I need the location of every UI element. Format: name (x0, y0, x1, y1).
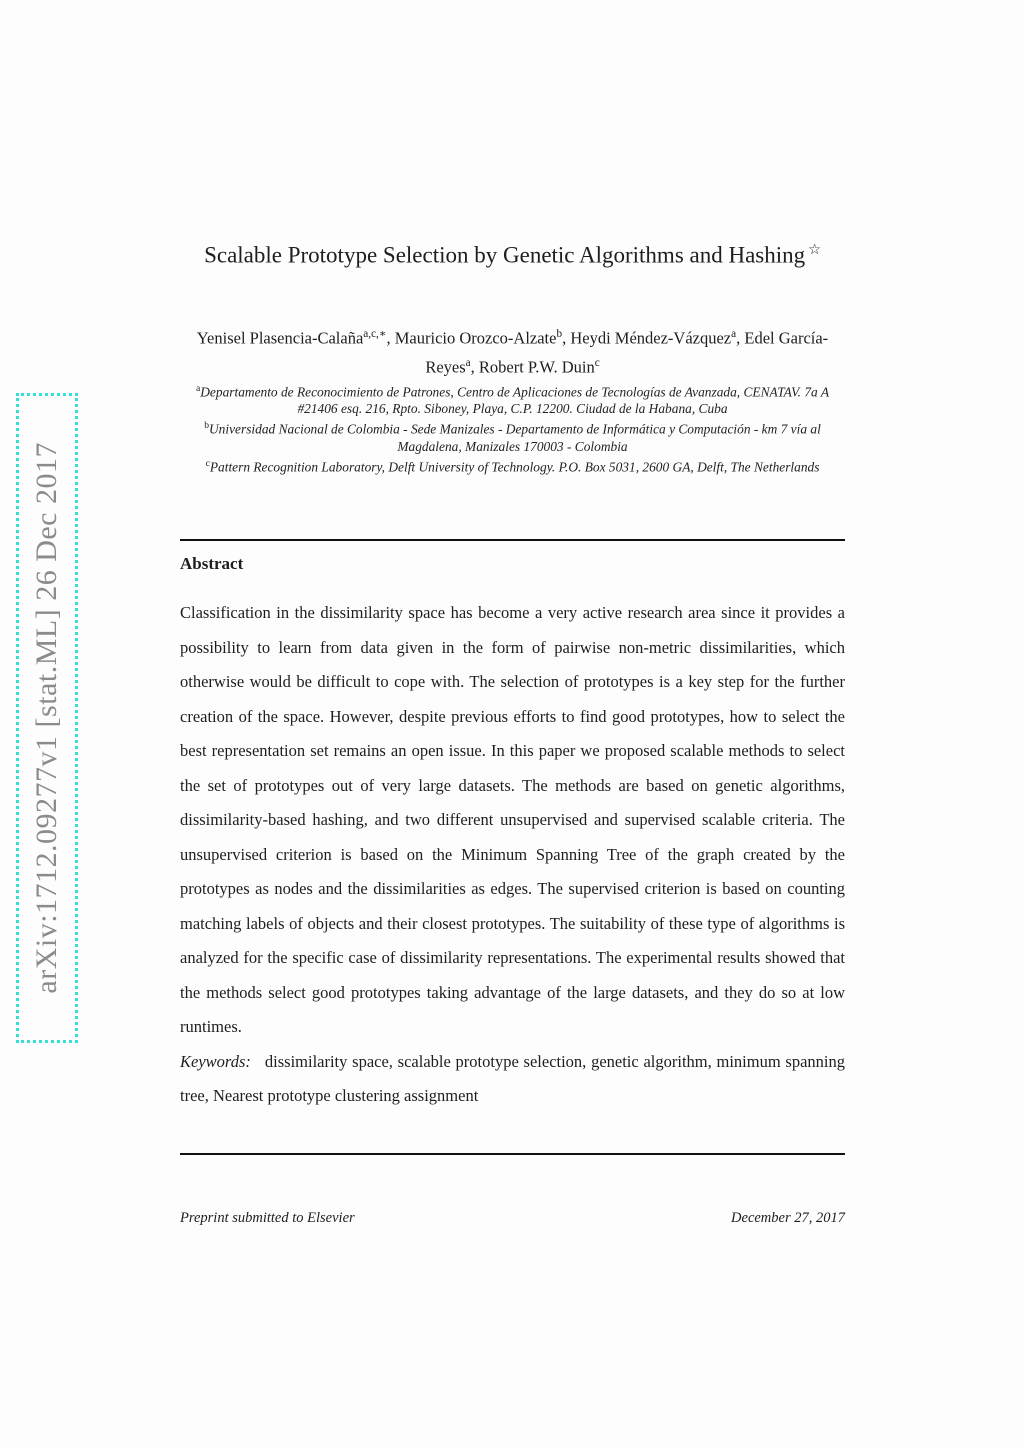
author-name: Yenisel Plasencia-Calaña (196, 328, 364, 348)
author-affiliation-marker: b (556, 328, 563, 340)
author-affiliation-marker: a (465, 356, 471, 369)
arxiv-watermark (16, 393, 78, 1043)
affiliation-entry: $^c$Pattern Recognition Laboratory, Delft University of Technology. P.O. Box 5031, 2600 GA, Delft, The Netherlands (205, 457, 820, 475)
author-name: Robert P.W. Duin (478, 357, 595, 376)
author-affiliation-marker: a,c,∗ (363, 328, 387, 340)
keywords-line (180, 1045, 845, 1114)
abstract-heading: Abstract (180, 554, 244, 573)
paper-title-text: Scalable Prototype Selection by Genetic Algorithms and Hashing (204, 242, 806, 268)
footer-rule (180, 1153, 845, 1155)
author-list: Yenisel Plasencia-Calaña$^{a,c,∗}$, Mauricio Orozco-Alzate$^b$, Heydi Méndez-Vázquez$^a$, Edel García-Reyes$^a$, Robert P.W. Duin$^c$ (196, 328, 829, 376)
author-name: Mauricio Orozco-Alzate (394, 328, 557, 348)
affiliation-marker: a (195, 383, 201, 394)
arxiv-watermark-text: arXiv:1712.09277v1 [stat.ML] 26 Dec 2017 (30, 442, 63, 994)
author-name: Heydi Méndez-Vázquez (570, 328, 732, 348)
abstract-top-rule (180, 539, 845, 541)
title-footnote-star-icon: ☆ (808, 242, 821, 258)
author-name: Edel García-Reyes (425, 328, 829, 376)
author-affiliation-marker: c (594, 356, 600, 369)
paper-title (180, 234, 845, 272)
abstract-text: Classification in the dissimilarity space has become a very active research area since it provides a possibility to learn from data given in the form of pairwise non-metric dissimilarities, which otherwise would be difficult to cope with. The selection of prototypes is a key step for the further creation of the space. However, despite previous efforts to find good prototypes, how to select the best representation set remains an open issue. In this paper we proposed scalable methods to select the set of prototypes out of very large datasets. The methods are based on genetic algorithms, dissimilarity-based hashing, and two different unsupervised and supervised scalable criteria. The unsupervised criterion is based on the Minimum Spanning Tree of the graph created by the prototypes as nodes and the dissimilarities as edges. The supervised criterion is based on counting matching labels of objects and their closest prototypes. The suitability of these type of algorithms is analyzed for the specific case of dissimilarity representations. The experimental results showed that the methods select good prototypes taking advantage of the large datasets, and they do so at low runtimes. (180, 603, 845, 1036)
keywords-label: Keywords: (180, 1051, 251, 1071)
affiliation-entry: $^a$Departamento de Reconocimiento de Patrones, Centro de Aplicaciones de Tecnologías de Avanzada, CENATAV. 7a A #21406 esq. 216, Rpto. Siboney, Playa, C.P. 12200. Ciudad de la Habana, Cuba (195, 383, 829, 417)
author-affiliation-marker: a (731, 328, 737, 340)
affiliation-marker: b (204, 420, 210, 432)
footer (180, 1210, 845, 1227)
abstract-section (180, 596, 845, 1114)
footer-preprint-note: Preprint submitted to Elsevier (180, 1210, 355, 1226)
keywords-text: dissimilarity space, scalable prototype selection, genetic algorithm, minimum spanning tree, Nearest prototype clustering assignment (180, 1051, 845, 1105)
footer-date: December 27, 2017 (731, 1210, 845, 1226)
affiliation-entry: $^b$Universidad Nacional de Colombia - Sede Manizales - Departamento de Informática y Computación - km 7 vía al Magdalena, Manizales 170003 - Colombia (204, 420, 821, 454)
affiliation-marker: c (205, 457, 210, 469)
affiliation-list (180, 380, 845, 475)
